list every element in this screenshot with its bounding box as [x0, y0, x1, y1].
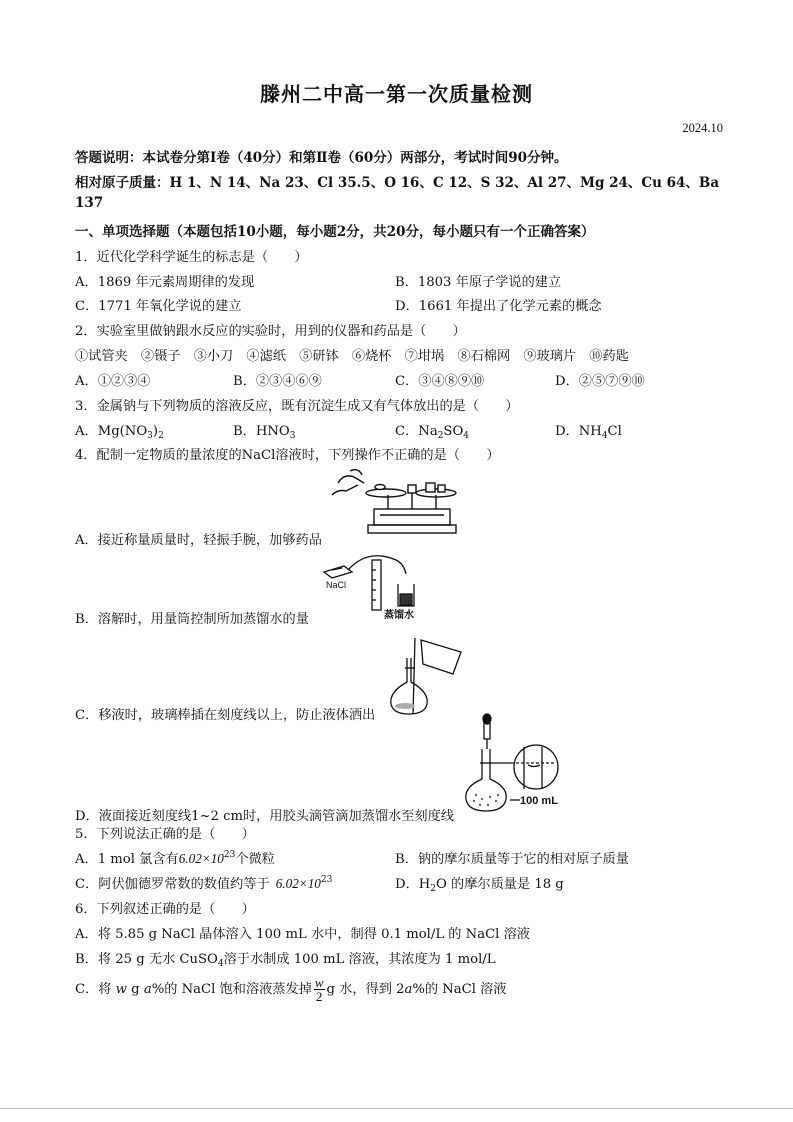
exam-date: 2024.10	[682, 121, 723, 135]
q1-option-b: B．1803 年原子学说的建立	[395, 275, 562, 290]
q5-option-d: D．$H_2O$ 的摩尔质量是 18 g	[395, 877, 564, 894]
atomic-masses-line2: 137	[75, 195, 104, 211]
q4-option-d: D．液面接近刻度线1~2 cm时，用胶头滴管滴加蒸馏水至刻度线	[75, 809, 454, 824]
q5-option-a: A．1 mol 氯含有$6.02\times 10^{23}$个微粒	[75, 850, 275, 867]
dropper-flask-figure	[462, 713, 574, 821]
q2-items: ①试管夹 ②镊子 ③小刀 ④滤纸 ⑤研钵 ⑥烧杯 ⑦坩埚 ⑧石棉网 ⑨玻璃片 ⑩药匙	[75, 349, 629, 364]
instructions: 答题说明：本试卷分第Ⅰ卷（40分）和第Ⅱ卷（60分）两部分，考试时间90分钟。	[75, 150, 568, 166]
q4-option-b: B．溶解时，用量筒控制所加蒸馏水的量	[75, 612, 309, 627]
q1-stem: 1．近代化学科学诞生的标志是（ ）	[75, 250, 308, 265]
q1-option-a: A．1869 年元素周期律的发现	[75, 275, 255, 290]
page-title: 滕州二中高一第一次质量检测	[260, 82, 533, 106]
q6-option-c: C．将 w g a%的 NaCl 饱和溶液蒸发掉 $\frac{w}{2}$ g 水，得到 2a%的 NaCl 溶液	[75, 975, 507, 1004]
q2-option-c: C．③④⑧⑨⑩	[395, 374, 485, 389]
page-bottom-rule	[0, 1108, 793, 1109]
section-heading: 一、单项选择题（本题包括10小题，每小题2分，共20分，每小题只有一个正确答案）	[75, 224, 595, 240]
atomic-masses-line1: 相对原子质量：H 1、N 14、Na 23、Cl 35.5、O 16、C 12、S 32、Al 27、Mg 24、Cu 64、Ba	[75, 175, 720, 191]
q2-option-b: B．②③④⑥⑨	[233, 374, 322, 389]
dissolving-figure	[318, 550, 428, 622]
q3-option-d: D．$NH_4Cl$	[555, 424, 622, 441]
q6-option-a: A．将 5.85 g NaCl 晶体溶入 100 mL 水中，制得 0.1 mol/L 的 NaCl 溶液	[75, 927, 530, 942]
q1-option-d: D．1661 年提出了化学元素的概念	[395, 299, 602, 314]
q3-option-a: A．$Mg(NO_3)_2$	[75, 424, 164, 441]
q1-option-c: C．1771 年氧化学说的建立	[75, 299, 242, 314]
water-label: 蒸馏水	[384, 610, 414, 621]
transfer-figure	[385, 634, 465, 718]
q2-stem: 2．实验室里做钠跟水反应的实验时，用到的仪器和药品是（ ）	[75, 324, 466, 339]
q6-option-b: B．将 25 g 无水 CuSO$_4$溶于水制成 100 mL 溶液，其浓度为 1 mol/L	[75, 952, 496, 969]
q4-option-a: A．接近称量质量时，轻振手腕，加够药品	[75, 533, 322, 548]
q5-stem: 5．下列说法正确的是（ ）	[75, 827, 255, 842]
q4-stem: 4．配制一定物质的量浓度的NaCl溶液时，下列操作不正确的是（ ）	[75, 448, 500, 463]
q2-option-a: A．①②③④	[75, 374, 151, 389]
fraction-w-over-2: $\frac{w}{2}$	[314, 975, 324, 1004]
q5-option-b: B．钠的摩尔质量等于它的相对原子质量	[395, 852, 629, 867]
q4-option-c: C．移液时，玻璃棒插在刻度线以上，防止液体洒出	[75, 708, 376, 723]
nacl-label: NaCl	[326, 580, 347, 590]
balance-figure	[328, 465, 458, 537]
flask-volume-label: 100 mL	[520, 795, 558, 807]
q3-option-b: B．$HNO_3$	[233, 424, 296, 441]
q2-option-d: D．②⑤⑦⑨⑩	[555, 374, 645, 389]
q3-stem: 3．金属钠与下列物质的溶液反应，既有沉淀生成又有气体放出的是（ ）	[75, 399, 519, 414]
q6-stem: 6．下列叙述正确的是（ ）	[75, 902, 255, 917]
q3-option-c: C．$Na_2SO_4$	[395, 424, 470, 441]
q5-option-c: C．阿伏伽德罗常数的数值约等于 $6.02\times 10^{23}$	[75, 875, 333, 892]
